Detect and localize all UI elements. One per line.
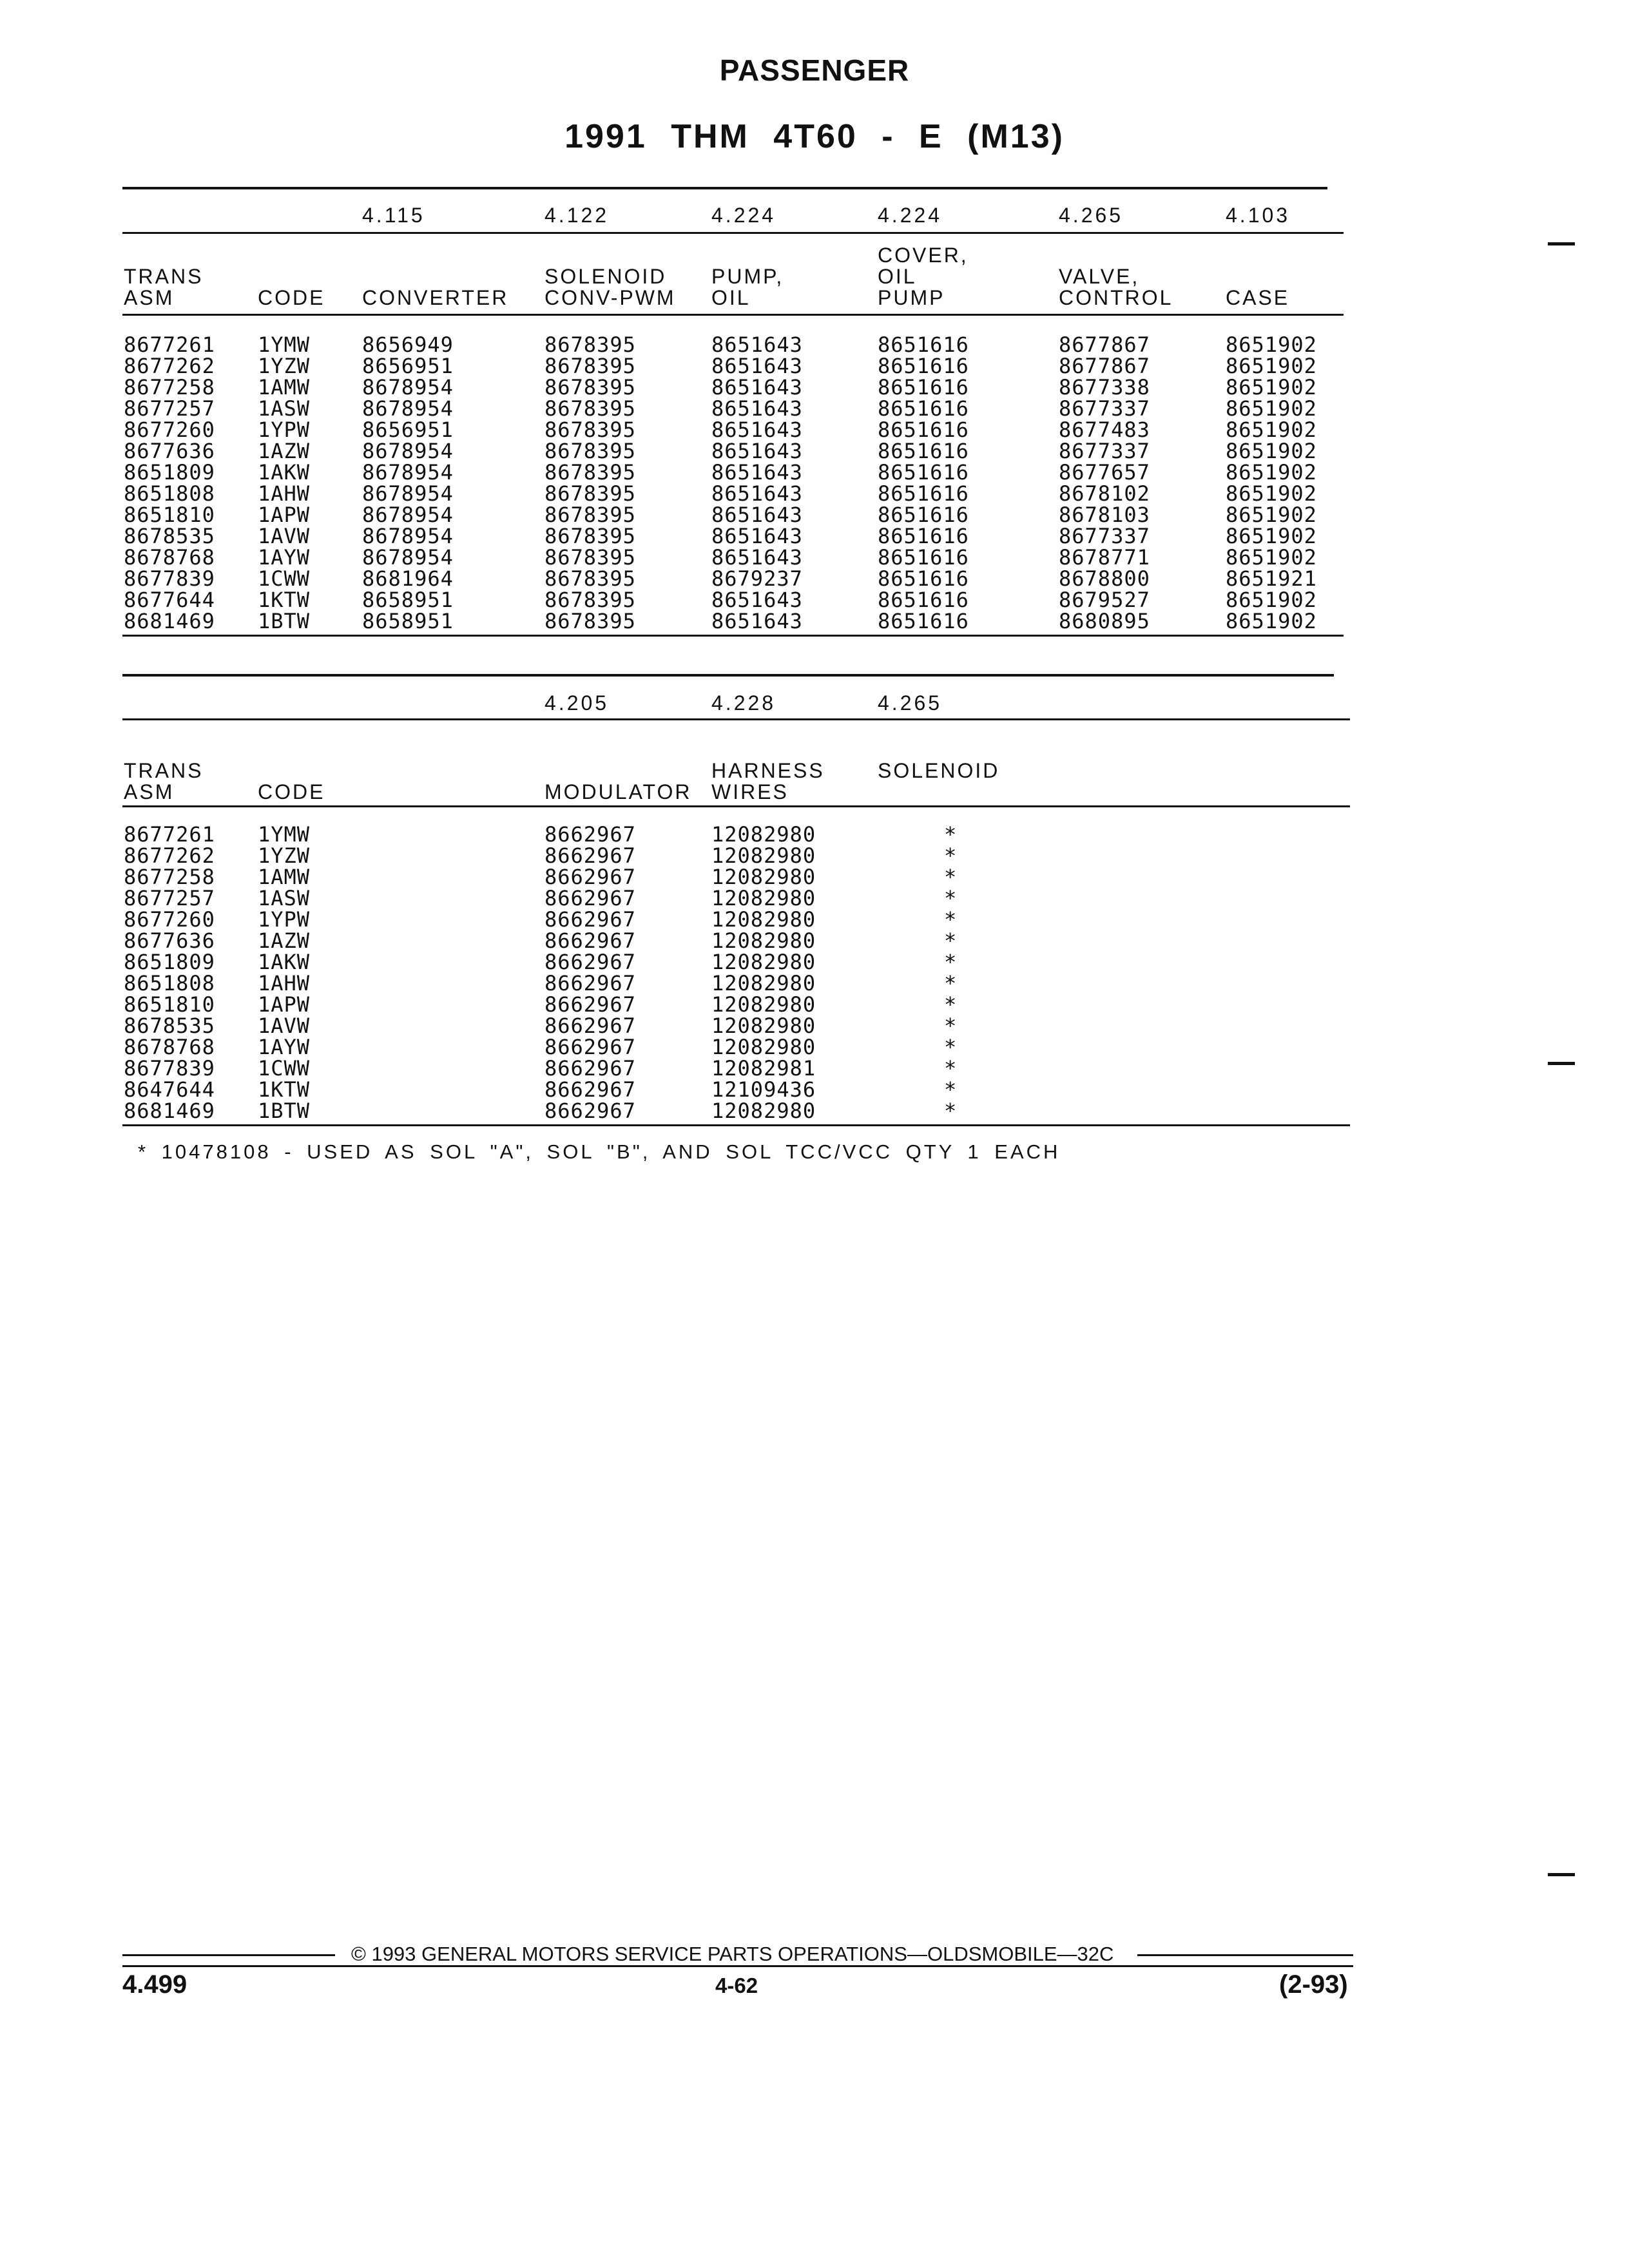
margin-mark: [1548, 242, 1575, 245]
table-cell: 12082980: [711, 886, 816, 910]
table-cell: 8651616: [878, 481, 969, 506]
footer-rule-left: [122, 1954, 335, 1956]
trans-asm-cell: 8677258: [124, 375, 215, 399]
table-cell: 12082980: [711, 1035, 816, 1059]
table-cell: 8651616: [878, 439, 969, 463]
solenoid-asterisk: *: [944, 1014, 958, 1038]
column-header: ASM: [124, 286, 175, 309]
page-model-title: 1991 THM 4T60 - E (M13): [564, 118, 1065, 155]
trans-asm-cell: 8677257: [124, 396, 215, 421]
table-cell: 8662967: [545, 1077, 636, 1102]
table-cell: 8681964: [362, 566, 454, 591]
column-header: COVER,: [878, 244, 969, 267]
table-cell: 1YZW: [258, 843, 311, 868]
solenoid-asterisk: *: [944, 928, 958, 953]
table-cell: 12082980: [711, 971, 816, 995]
table-cell: 12082980: [711, 865, 816, 889]
table-cell: 8678954: [362, 439, 454, 463]
table-cell: 1YPW: [258, 418, 311, 442]
table-cell: 8677338: [1059, 375, 1150, 399]
table-cell: 8651643: [711, 418, 803, 442]
table-cell: 8679527: [1059, 588, 1150, 612]
table-cell: 8651902: [1226, 439, 1317, 463]
solenoid-asterisk: *: [944, 865, 958, 889]
table-cell: 8678395: [545, 566, 636, 591]
trans-asm-cell: 8681469: [124, 1099, 215, 1123]
table-cell: 8662967: [545, 1035, 636, 1059]
table-cell: 1AKW: [258, 460, 311, 485]
footer-date-code: (2-93): [1279, 1970, 1348, 1999]
table-rule-top: [122, 187, 1327, 189]
table-cell: 8651902: [1226, 545, 1317, 570]
table-cell: 8651902: [1226, 481, 1317, 506]
table-cell: 8678395: [545, 481, 636, 506]
solenoid-asterisk: *: [944, 1077, 958, 1102]
trans-asm-cell: 8677262: [124, 354, 215, 378]
table-cell: 8662967: [545, 1056, 636, 1081]
trans-asm-cell: 8677260: [124, 418, 215, 442]
table-cell: 1AZW: [258, 928, 311, 953]
table-cell: 8651643: [711, 332, 803, 357]
trans-asm-cell: 8678768: [124, 1035, 215, 1059]
table-cell: 8662967: [545, 843, 636, 868]
column-header: HARNESS: [711, 759, 825, 782]
trans-asm-cell: 8677262: [124, 843, 215, 868]
table-cell: 1AKW: [258, 950, 311, 974]
table-cell: 8678800: [1059, 566, 1150, 591]
table-cell: 8677337: [1059, 439, 1150, 463]
trans-asm-cell: 8677839: [124, 1056, 215, 1081]
trans-asm-cell: 8677257: [124, 886, 215, 910]
section-number: 4.265: [1059, 204, 1124, 227]
solenoid-asterisk: *: [944, 822, 958, 847]
table-cell: 8678395: [545, 332, 636, 357]
solenoid-asterisk: *: [944, 886, 958, 910]
table-cell: 12082980: [711, 1099, 816, 1123]
page-category-title: PASSENGER: [719, 53, 910, 87]
trans-asm-cell: 8651810: [124, 503, 215, 527]
table-cell: 1AHW: [258, 481, 311, 506]
table-cell: 8678395: [545, 418, 636, 442]
trans-asm-cell: 8677261: [124, 822, 215, 847]
table-cell: 8677337: [1059, 524, 1150, 548]
table-cell: 8677657: [1059, 460, 1150, 485]
table-rule-section: [122, 718, 1350, 720]
table-cell: 8651616: [878, 524, 969, 548]
table-cell: 8678771: [1059, 545, 1150, 570]
table-rule-header: [122, 314, 1344, 316]
table-rule-section: [122, 232, 1344, 234]
table-cell: 1AVW: [258, 524, 311, 548]
table-cell: 8651902: [1226, 503, 1317, 527]
table-cell: 8678103: [1059, 503, 1150, 527]
table-cell: 8651902: [1226, 609, 1317, 633]
table-cell: 8651643: [711, 503, 803, 527]
table-cell: 8662967: [545, 907, 636, 932]
trans-asm-cell: 8678535: [124, 1014, 215, 1038]
table-cell: 8662967: [545, 928, 636, 953]
table-cell: 8678395: [545, 439, 636, 463]
table-rule-header: [122, 805, 1350, 807]
table-cell: 1APW: [258, 503, 311, 527]
column-header: PUMP,: [711, 265, 784, 288]
table-cell: 1ASW: [258, 396, 311, 421]
column-header: OIL: [878, 265, 917, 288]
table-cell: 1AVW: [258, 1014, 311, 1038]
solenoid-asterisk: *: [944, 950, 958, 974]
table-cell: 1ASW: [258, 886, 311, 910]
table-cell: 1AHW: [258, 971, 311, 995]
table-cell: 8662967: [545, 822, 636, 847]
table-cell: 8651902: [1226, 332, 1317, 357]
table-cell: 1YMW: [258, 332, 311, 357]
table-cell: 8651643: [711, 481, 803, 506]
trans-asm-cell: 8677260: [124, 907, 215, 932]
column-header: OIL: [711, 286, 751, 309]
table-rule-top: [122, 674, 1334, 677]
column-header: CODE: [258, 780, 325, 803]
table-cell: 8678395: [545, 375, 636, 399]
table-rule-bottom: [122, 635, 1344, 637]
table-cell: 12082980: [711, 907, 816, 932]
column-header: CONVERTER: [362, 286, 509, 309]
section-number: 4.224: [878, 204, 943, 227]
table-cell: 8677337: [1059, 396, 1150, 421]
table-cell: 12082981: [711, 1056, 816, 1081]
table-cell: 8651616: [878, 396, 969, 421]
table-cell: 8651643: [711, 524, 803, 548]
solenoid-asterisk: *: [944, 1099, 958, 1123]
table-cell: 8651902: [1226, 460, 1317, 485]
table-cell: 1AYW: [258, 1035, 311, 1059]
column-header: WIRES: [711, 780, 789, 803]
table-cell: 8658951: [362, 588, 454, 612]
table-cell: 8651902: [1226, 396, 1317, 421]
column-header: TRANS: [124, 759, 204, 782]
table-cell: 8662967: [545, 992, 636, 1017]
solenoid-asterisk: *: [944, 907, 958, 932]
table-cell: 8678395: [545, 588, 636, 612]
table-cell: 1CWW: [258, 1056, 311, 1081]
trans-asm-cell: 8647644: [124, 1077, 215, 1102]
trans-asm-cell: 8651810: [124, 992, 215, 1017]
footer-rule-right: [1137, 1954, 1353, 1956]
table-cell: 8651643: [711, 460, 803, 485]
table-cell: 8678395: [545, 460, 636, 485]
table-cell: 8677867: [1059, 354, 1150, 378]
table-cell: 1BTW: [258, 1099, 311, 1123]
table-cell: 8651902: [1226, 418, 1317, 442]
table-cell: 8651616: [878, 375, 969, 399]
table-cell: 8651616: [878, 503, 969, 527]
table-cell: 8678102: [1059, 481, 1150, 506]
table-cell: 8651921: [1226, 566, 1317, 591]
table-cell: 8678395: [545, 396, 636, 421]
trans-asm-cell: 8677261: [124, 332, 215, 357]
trans-asm-cell: 8651808: [124, 481, 215, 506]
table-cell: 8678395: [545, 609, 636, 633]
trans-asm-cell: 8681469: [124, 609, 215, 633]
table-cell: 8651616: [878, 460, 969, 485]
trans-asm-cell: 8677636: [124, 928, 215, 953]
table-cell: 8678395: [545, 524, 636, 548]
table-cell: 8678954: [362, 524, 454, 548]
table-cell: 8651616: [878, 354, 969, 378]
table-cell: 8651643: [711, 396, 803, 421]
table-cell: 12082980: [711, 950, 816, 974]
table-cell: 1AYW: [258, 545, 311, 570]
table-cell: 8651616: [878, 418, 969, 442]
column-header: TRANS: [124, 265, 204, 288]
table-cell: 1YMW: [258, 822, 311, 847]
table-cell: 12082980: [711, 822, 816, 847]
table-cell: 8678954: [362, 396, 454, 421]
table-cell: 1YZW: [258, 354, 311, 378]
column-header: SOLENOID: [878, 759, 1000, 782]
footer-rule-bottom: [122, 1965, 1353, 1967]
table-cell: 8677867: [1059, 332, 1150, 357]
table-cell: 1AMW: [258, 375, 311, 399]
table-cell: 8658951: [362, 609, 454, 633]
table-cell: 8662967: [545, 865, 636, 889]
table-cell: 8651616: [878, 545, 969, 570]
table-cell: 8678395: [545, 354, 636, 378]
table-cell: 8678395: [545, 545, 636, 570]
solenoid-asterisk: *: [944, 1056, 958, 1081]
section-number: 4.265: [878, 691, 943, 715]
column-header: SOLENOID: [545, 265, 667, 288]
table-cell: 12082980: [711, 992, 816, 1017]
trans-asm-cell: 8677839: [124, 566, 215, 591]
column-header: CODE: [258, 286, 325, 309]
table-cell: 8651902: [1226, 524, 1317, 548]
trans-asm-cell: 8677644: [124, 588, 215, 612]
footer-section-number: 4.499: [122, 1970, 188, 1999]
table-cell: 1KTW: [258, 588, 311, 612]
table-cell: 8651643: [711, 609, 803, 633]
column-header: PUMP: [878, 286, 945, 309]
column-header: VALVE,: [1059, 265, 1140, 288]
trans-asm-cell: 8677258: [124, 865, 215, 889]
table-cell: 8677483: [1059, 418, 1150, 442]
section-number: 4.103: [1226, 204, 1291, 227]
table-cell: 8651616: [878, 566, 969, 591]
table-cell: 8651643: [711, 375, 803, 399]
table-cell: 1YPW: [258, 907, 311, 932]
footnote: * 10478108 - USED AS SOL "A", SOL "B", AND SOL TCC/VCC QTY 1 EACH: [138, 1140, 1061, 1163]
table-cell: 1CWW: [258, 566, 311, 591]
table-cell: 8679237: [711, 566, 803, 591]
table-cell: 8678395: [545, 503, 636, 527]
column-header: CONTROL: [1059, 286, 1173, 309]
column-header: CONV-PWM: [545, 286, 676, 309]
table-cell: 8678954: [362, 503, 454, 527]
column-header: MODULATOR: [545, 780, 692, 803]
table-cell: 1AZW: [258, 439, 311, 463]
table-cell: 8678954: [362, 545, 454, 570]
table-cell: 8662967: [545, 950, 636, 974]
table-cell: 12082980: [711, 843, 816, 868]
section-number: 4.228: [711, 691, 776, 715]
table-cell: 8651643: [711, 354, 803, 378]
table-cell: 8662967: [545, 1099, 636, 1123]
table-cell: 1KTW: [258, 1077, 311, 1102]
table-cell: 12082980: [711, 1014, 816, 1038]
section-number: 4.115: [362, 204, 425, 227]
solenoid-asterisk: *: [944, 971, 958, 995]
trans-asm-cell: 8677636: [124, 439, 215, 463]
table-cell: 8662967: [545, 971, 636, 995]
table-cell: 8678954: [362, 481, 454, 506]
table-cell: 8651616: [878, 588, 969, 612]
trans-asm-cell: 8651809: [124, 950, 215, 974]
margin-mark: [1548, 1873, 1575, 1876]
table-cell: 8651616: [878, 332, 969, 357]
table-cell: 8656951: [362, 418, 454, 442]
table-cell: 8656951: [362, 354, 454, 378]
table-cell: 8678954: [362, 375, 454, 399]
table-rule-bottom: [122, 1124, 1350, 1126]
trans-asm-cell: 8678768: [124, 545, 215, 570]
table-cell: 8651616: [878, 609, 969, 633]
table-cell: 8651643: [711, 545, 803, 570]
solenoid-asterisk: *: [944, 1035, 958, 1059]
table-cell: 8662967: [545, 1014, 636, 1038]
trans-asm-cell: 8651809: [124, 460, 215, 485]
table-cell: 8651902: [1226, 375, 1317, 399]
table-cell: 8651902: [1226, 588, 1317, 612]
table-cell: 8662967: [545, 886, 636, 910]
trans-asm-cell: 8678535: [124, 524, 215, 548]
column-header: CASE: [1226, 286, 1290, 309]
section-number: 4.224: [711, 204, 776, 227]
trans-asm-cell: 8651808: [124, 971, 215, 995]
table-cell: 8656949: [362, 332, 454, 357]
solenoid-asterisk: *: [944, 992, 958, 1017]
table-cell: 8678954: [362, 460, 454, 485]
footer-page-number: 4-62: [715, 1974, 758, 1997]
section-number: 4.205: [545, 691, 610, 715]
table-cell: 1APW: [258, 992, 311, 1017]
table-cell: 12109436: [711, 1077, 816, 1102]
table-cell: 8680895: [1059, 609, 1150, 633]
section-number: 4.122: [545, 204, 610, 227]
table-cell: 8651643: [711, 439, 803, 463]
table-cell: 12082980: [711, 928, 816, 953]
footer-copyright: © 1993 GENERAL MOTORS SERVICE PARTS OPERATIONS—OLDSMOBILE—32C: [351, 1943, 1114, 1965]
table-cell: 1AMW: [258, 865, 311, 889]
solenoid-asterisk: *: [944, 843, 958, 868]
table-cell: 8651643: [711, 588, 803, 612]
margin-mark: [1548, 1062, 1575, 1065]
column-header: ASM: [124, 780, 175, 803]
table-cell: 8651902: [1226, 354, 1317, 378]
table-cell: 1BTW: [258, 609, 311, 633]
